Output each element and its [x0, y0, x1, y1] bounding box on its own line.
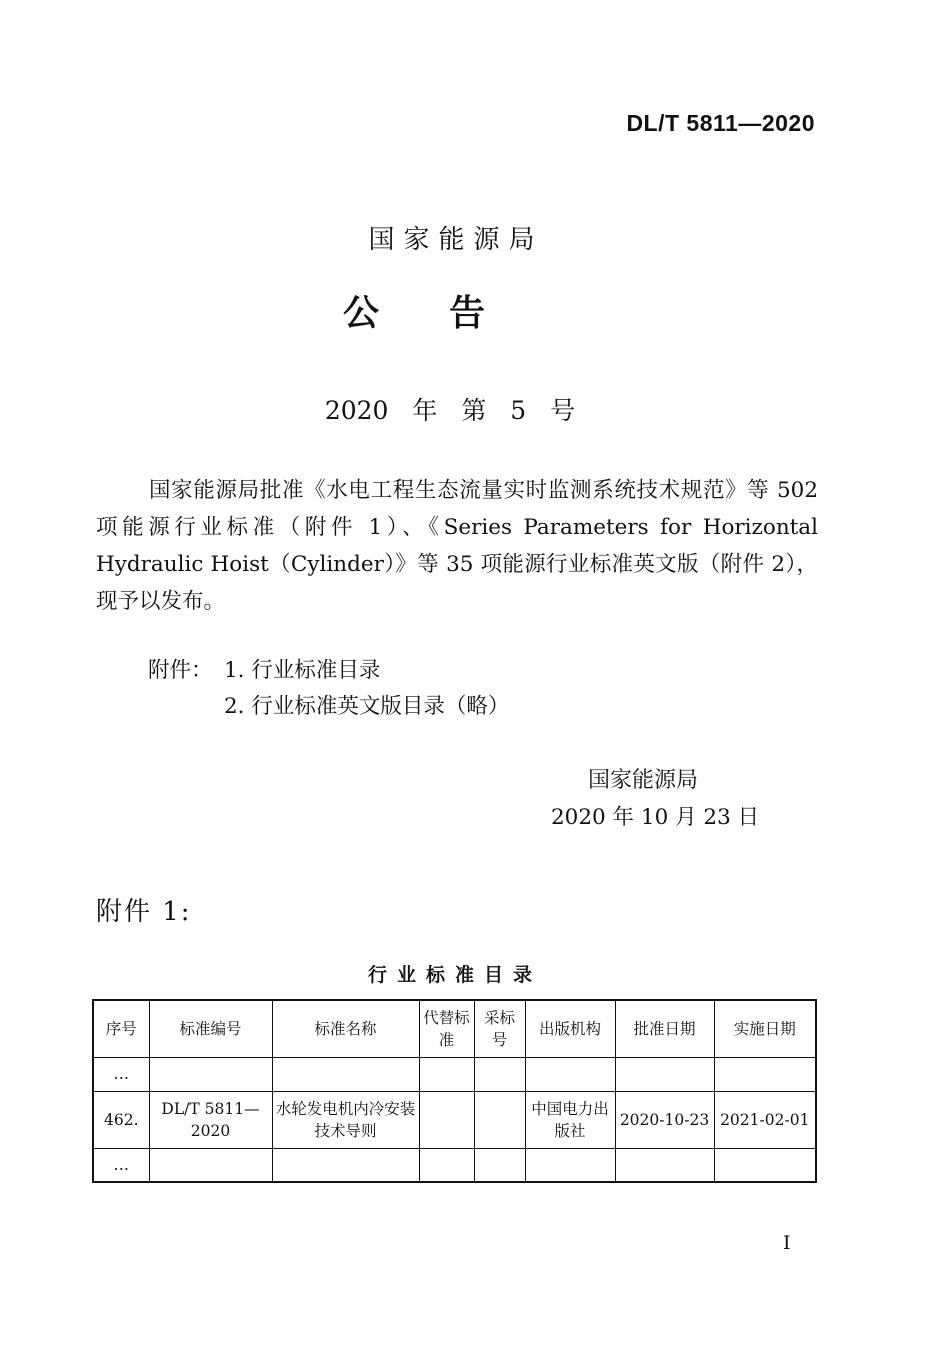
table-cell: [474, 1057, 525, 1091]
column-header: 序号: [93, 1000, 149, 1057]
table-cell: [714, 1057, 816, 1091]
table-cell: [474, 1148, 525, 1182]
table-cell: [419, 1057, 474, 1091]
table-row: [93, 1091, 816, 1148]
table-cell: …: [93, 1057, 149, 1091]
page-number: I: [783, 1232, 791, 1254]
column-header: 实施日期: [714, 1000, 816, 1057]
table-cell: [615, 1057, 714, 1091]
attachment-item-2: 2. 行业标准英文版目录（略）: [224, 694, 510, 719]
table-title: 行业标准目录: [367, 964, 542, 986]
column-header: 代替标准: [419, 1000, 474, 1057]
standards-table: [92, 999, 817, 1183]
column-header: 出版机构: [525, 1000, 615, 1057]
table-cell: [419, 1091, 474, 1148]
table-cell: [419, 1148, 474, 1182]
table-cell: DL/T 5811—2020: [149, 1091, 272, 1148]
column-header: 批准日期: [615, 1000, 714, 1057]
table-cell: [149, 1057, 272, 1091]
table-cell: [525, 1057, 615, 1091]
notice-title: 公告: [342, 293, 555, 334]
table-cell: 中国电力出版社: [525, 1091, 615, 1148]
table-row: [93, 1057, 816, 1091]
table-header-row: [93, 1000, 816, 1057]
table-cell: [525, 1148, 615, 1182]
table-cell: 462.: [93, 1091, 149, 1148]
table-cell: 水轮发电机内冷安装技术导则: [272, 1091, 419, 1148]
table-cell: [714, 1148, 816, 1182]
notice-body: 国家能源局批准《水电工程生态流量实时监测系统技术规范》等 502 项能源行业标准（附件 1）、《Series Parameters for Horizontal Hydraulic Hoist（Cylinder）》等 35 项能源行业标准英文版（附件 2），现予以发布。: [96, 478, 818, 614]
table-row: [93, 1148, 816, 1182]
signature-date: 2020 年 10 月 23 日: [551, 805, 760, 830]
column-header: 采标号: [474, 1000, 525, 1057]
agency-title: 国家能源局: [368, 225, 544, 255]
attachments-label: 附件：: [148, 658, 213, 683]
table-cell: …: [93, 1148, 149, 1182]
standard-code: DL/T 5811—2020: [626, 110, 815, 136]
issue-number: 2020 年 第 5 号: [324, 396, 576, 425]
attachment-item-1: 1. 行业标准目录: [224, 658, 381, 683]
table-cell: [615, 1148, 714, 1182]
table-cell: [272, 1148, 419, 1182]
table-cell: 2020-10-23: [615, 1091, 714, 1148]
table-cell: 2021-02-01: [714, 1091, 816, 1148]
signature-agency: 国家能源局: [588, 768, 699, 793]
column-header: 标准名称: [272, 1000, 419, 1057]
table-cell: [272, 1057, 419, 1091]
table-cell: [474, 1091, 525, 1148]
table-cell: [149, 1148, 272, 1182]
column-header: 标准编号: [149, 1000, 272, 1057]
appendix-heading: 附件 1:: [96, 897, 192, 927]
